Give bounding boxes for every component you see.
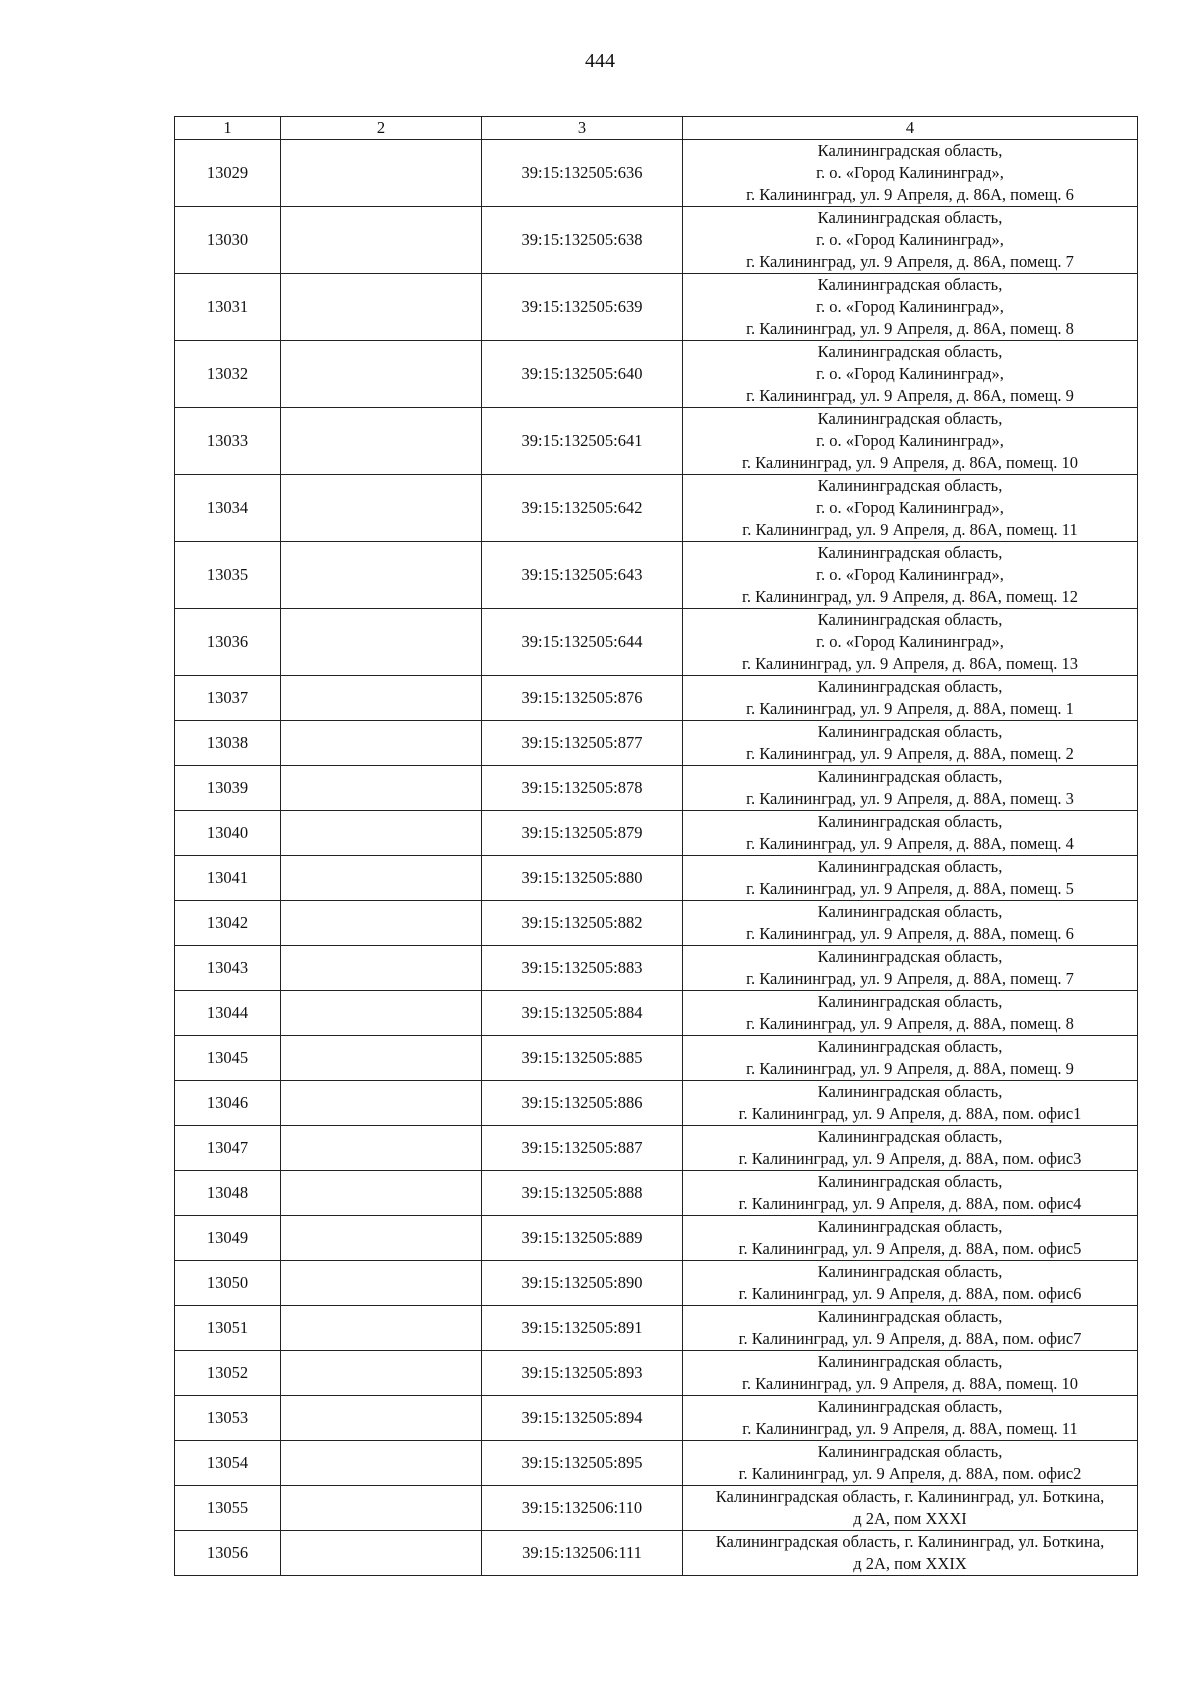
- row-number-cell: 13039: [175, 766, 281, 811]
- empty-cell: [281, 140, 482, 207]
- cadastral-number-cell: 39:15:132505:642: [482, 475, 683, 542]
- cadastral-number-cell: 39:15:132505:636: [482, 140, 683, 207]
- address-line: г. Калининград, ул. 9 Апреля, д. 88А, пом. офис7: [738, 1329, 1082, 1348]
- row-number-cell: 13033: [175, 408, 281, 475]
- table-row: [175, 475, 1138, 542]
- address-line: Калининградская область,: [817, 476, 1003, 495]
- header-row: [175, 117, 1138, 140]
- column-header-3: 3: [482, 117, 683, 140]
- address-cell: [683, 676, 1138, 721]
- table-row: [175, 1081, 1138, 1126]
- address-line: Калининградская область,: [817, 902, 1003, 921]
- address-cell: [683, 1531, 1138, 1576]
- address-line: г. Калининград, ул. 9 Апреля, д. 88А, помещ. 6: [746, 924, 1074, 943]
- empty-cell: [281, 1306, 482, 1351]
- address-line: г. Калининград, ул. 9 Апреля, д. 86А, помещ. 9: [746, 386, 1074, 405]
- address-line: Калининградская область,: [817, 722, 1003, 741]
- address-cell: [683, 1306, 1138, 1351]
- address-line: г. Калининград, ул. 9 Апреля, д. 86А, помещ. 8: [746, 319, 1074, 338]
- table-row: [175, 676, 1138, 721]
- address-line: Калининградская область,: [817, 947, 1003, 966]
- table-row: [175, 1306, 1138, 1351]
- cadastral-number-cell: 39:15:132505:879: [482, 811, 683, 856]
- address-line: г. о. «Город Калининград»,: [816, 431, 1004, 450]
- table-row: [175, 542, 1138, 609]
- row-number-cell: 13037: [175, 676, 281, 721]
- row-number-cell: 13036: [175, 609, 281, 676]
- cadastral-number-cell: 39:15:132506:110: [482, 1486, 683, 1531]
- empty-cell: [281, 676, 482, 721]
- row-number-cell: 13056: [175, 1531, 281, 1576]
- address-line: Калининградская область,: [817, 342, 1003, 361]
- address-line: Калининградская область,: [817, 677, 1003, 696]
- table-header: [175, 117, 1138, 140]
- address-cell: [683, 1486, 1138, 1531]
- table-row: [175, 946, 1138, 991]
- table-row: [175, 991, 1138, 1036]
- address-cell: [683, 140, 1138, 207]
- address-line: г. Калининград, ул. 9 Апреля, д. 88А, пом. офис5: [738, 1239, 1082, 1258]
- empty-cell: [281, 1486, 482, 1531]
- cadastral-number-cell: 39:15:132505:641: [482, 408, 683, 475]
- cadastral-number-cell: 39:15:132505:888: [482, 1171, 683, 1216]
- empty-cell: [281, 766, 482, 811]
- empty-cell: [281, 901, 482, 946]
- registry-table: [174, 116, 1138, 1576]
- address-line: Калининградская область,: [817, 610, 1003, 629]
- address-line: г. Калининград, ул. 9 Апреля, д. 88А, помещ. 7: [746, 969, 1074, 988]
- address-line: г. о. «Город Калининград»,: [816, 632, 1004, 651]
- address-line: г. Калининград, ул. 9 Апреля, д. 88А, пом. офис6: [738, 1284, 1082, 1303]
- address-line: г. Калининград, ул. 9 Апреля, д. 86А, помещ. 6: [746, 185, 1074, 204]
- address-cell: [683, 542, 1138, 609]
- address-cell: [683, 1261, 1138, 1306]
- empty-cell: [281, 1216, 482, 1261]
- column-header-2: 2: [281, 117, 482, 140]
- address-line: г. Калининград, ул. 9 Апреля, д. 88А, помещ. 1: [746, 699, 1074, 718]
- address-line: Калининградская область, г. Калининград, ул. Боткина,: [715, 1532, 1105, 1551]
- cadastral-number-cell: 39:15:132505:877: [482, 721, 683, 766]
- row-number-cell: 13053: [175, 1396, 281, 1441]
- cadastral-number-cell: 39:15:132505:889: [482, 1216, 683, 1261]
- row-number-cell: 13055: [175, 1486, 281, 1531]
- address-cell: [683, 207, 1138, 274]
- cadastral-number-cell: 39:15:132505:880: [482, 856, 683, 901]
- address-cell: [683, 1126, 1138, 1171]
- address-cell: [683, 274, 1138, 341]
- row-number-cell: 13049: [175, 1216, 281, 1261]
- empty-cell: [281, 609, 482, 676]
- address-line: г. о. «Город Калининград»,: [816, 163, 1004, 182]
- cadastral-number-cell: 39:15:132505:895: [482, 1441, 683, 1486]
- row-number-cell: 13043: [175, 946, 281, 991]
- address-line: г. Калининград, ул. 9 Апреля, д. 88А, помещ. 9: [746, 1059, 1074, 1078]
- address-line: Калининградская область,: [817, 1172, 1003, 1191]
- row-number-cell: 13045: [175, 1036, 281, 1081]
- empty-cell: [281, 1036, 482, 1081]
- table-row: [175, 341, 1138, 408]
- row-number-cell: 13047: [175, 1126, 281, 1171]
- address-line: Калининградская область,: [817, 1307, 1003, 1326]
- cadastral-number-cell: 39:15:132505:638: [482, 207, 683, 274]
- address-cell: [683, 811, 1138, 856]
- address-line: г. Калининград, ул. 9 Апреля, д. 88А, пом. офис3: [738, 1149, 1082, 1168]
- empty-cell: [281, 1261, 482, 1306]
- table-row: [175, 609, 1138, 676]
- row-number-cell: 13029: [175, 140, 281, 207]
- page-number: 444: [585, 50, 615, 72]
- address-line: г. о. «Город Калининград»,: [816, 498, 1004, 517]
- address-line: г. Калининград, ул. 9 Апреля, д. 88А, помещ. 10: [741, 1374, 1079, 1393]
- address-line: г. Калининград, ул. 9 Апреля, д. 88А, помещ. 5: [746, 879, 1074, 898]
- address-cell: [683, 721, 1138, 766]
- address-line: Калининградская область,: [817, 992, 1003, 1011]
- empty-cell: [281, 991, 482, 1036]
- address-line: г. о. «Город Калининград»,: [816, 230, 1004, 249]
- cadastral-number-cell: 39:15:132505:884: [482, 991, 683, 1036]
- address-line: Калининградская область,: [817, 812, 1003, 831]
- empty-cell: [281, 811, 482, 856]
- address-cell: [683, 475, 1138, 542]
- address-line: Калининградская область,: [817, 1037, 1003, 1056]
- row-number-cell: 13051: [175, 1306, 281, 1351]
- address-line: г. Калининград, ул. 9 Апреля, д. 88А, пом. офис4: [738, 1194, 1082, 1213]
- row-number-cell: 13050: [175, 1261, 281, 1306]
- address-line: г. Калининград, ул. 9 Апреля, д. 88А, пом. офис2: [738, 1464, 1082, 1483]
- cadastral-number-cell: 39:15:132505:643: [482, 542, 683, 609]
- cadastral-number-cell: 39:15:132505:885: [482, 1036, 683, 1081]
- address-line: Калининградская область,: [817, 275, 1003, 294]
- table-row: [175, 1171, 1138, 1216]
- table-row: [175, 766, 1138, 811]
- address-cell: [683, 609, 1138, 676]
- row-number-cell: 13040: [175, 811, 281, 856]
- column-header-4: 4: [683, 117, 1138, 140]
- table-row: [175, 1261, 1138, 1306]
- table-row: [175, 721, 1138, 766]
- empty-cell: [281, 1441, 482, 1486]
- empty-cell: [281, 1126, 482, 1171]
- empty-cell: [281, 946, 482, 991]
- cadastral-number-cell: 39:15:132505:640: [482, 341, 683, 408]
- table-body: [175, 140, 1138, 1576]
- table-row: [175, 1486, 1138, 1531]
- row-number-cell: 13048: [175, 1171, 281, 1216]
- address-line: Калининградская область,: [817, 1352, 1003, 1371]
- row-number-cell: 13052: [175, 1351, 281, 1396]
- address-cell: [683, 1081, 1138, 1126]
- empty-cell: [281, 207, 482, 274]
- row-number-cell: 13042: [175, 901, 281, 946]
- address-cell: [683, 991, 1138, 1036]
- address-cell: [683, 341, 1138, 408]
- table-row: [175, 1126, 1138, 1171]
- empty-cell: [281, 1081, 482, 1126]
- address-line: Калининградская область,: [817, 409, 1003, 428]
- cadastral-number-cell: 39:15:132505:882: [482, 901, 683, 946]
- empty-cell: [281, 1171, 482, 1216]
- address-line: г. Калининград, ул. 9 Апреля, д. 86А, помещ. 13: [741, 654, 1079, 673]
- cadastral-number-cell: 39:15:132505:886: [482, 1081, 683, 1126]
- address-line: г. Калининград, ул. 9 Апреля, д. 88А, помещ. 2: [746, 744, 1074, 763]
- address-line: Калининградская область,: [817, 1262, 1003, 1281]
- address-line: Калининградская область,: [817, 543, 1003, 562]
- address-line: Калининградская область,: [817, 1082, 1003, 1101]
- cadastral-number-cell: 39:15:132505:890: [482, 1261, 683, 1306]
- column-header-1: 1: [175, 117, 281, 140]
- address-line: г. Калининград, ул. 9 Апреля, д. 88А, помещ. 11: [742, 1419, 1078, 1438]
- address-line: г. Калининград, ул. 9 Апреля, д. 88А, помещ. 3: [746, 789, 1074, 808]
- empty-cell: [281, 274, 482, 341]
- address-line: г. о. «Город Калининград»,: [816, 297, 1004, 316]
- row-number-cell: 13046: [175, 1081, 281, 1126]
- row-number-cell: 13035: [175, 542, 281, 609]
- cadastral-number-cell: 39:15:132506:111: [482, 1531, 683, 1576]
- address-line: г. Калининград, ул. 9 Апреля, д. 86А, помещ. 12: [741, 587, 1079, 606]
- address-line: Калининградская область,: [817, 1397, 1003, 1416]
- row-number-cell: 13032: [175, 341, 281, 408]
- address-line: Калининградская область,: [817, 208, 1003, 227]
- table-row: [175, 856, 1138, 901]
- address-line: д 2А, пом XXIX: [853, 1554, 967, 1573]
- address-line: г. Калининград, ул. 9 Апреля, д. 86А, помещ. 10: [741, 453, 1079, 472]
- cadastral-number-cell: 39:15:132505:644: [482, 609, 683, 676]
- table-row: [175, 1396, 1138, 1441]
- address-line: Калининградская область,: [817, 141, 1003, 160]
- address-cell: [683, 1171, 1138, 1216]
- empty-cell: [281, 1351, 482, 1396]
- address-line: Калининградская область,: [817, 767, 1003, 786]
- address-cell: [683, 1441, 1138, 1486]
- table-row: [175, 274, 1138, 341]
- empty-cell: [281, 408, 482, 475]
- cadastral-number-cell: 39:15:132505:639: [482, 274, 683, 341]
- table-row: [175, 1531, 1138, 1576]
- cadastral-number-cell: 39:15:132505:894: [482, 1396, 683, 1441]
- cadastral-number-cell: 39:15:132505:878: [482, 766, 683, 811]
- row-number-cell: 13034: [175, 475, 281, 542]
- empty-cell: [281, 542, 482, 609]
- address-line: г. Калининград, ул. 9 Апреля, д. 88А, пом. офис1: [738, 1104, 1082, 1123]
- address-line: г. о. «Город Калининград»,: [816, 364, 1004, 383]
- address-cell: [683, 901, 1138, 946]
- table-row: [175, 207, 1138, 274]
- row-number-cell: 13044: [175, 991, 281, 1036]
- row-number-cell: 13054: [175, 1441, 281, 1486]
- cadastral-number-cell: 39:15:132505:887: [482, 1126, 683, 1171]
- table-row: [175, 1216, 1138, 1261]
- address-line: Калининградская область,: [817, 1127, 1003, 1146]
- address-cell: [683, 408, 1138, 475]
- table-row: [175, 901, 1138, 946]
- empty-cell: [281, 1531, 482, 1576]
- empty-cell: [281, 475, 482, 542]
- address-cell: [683, 946, 1138, 991]
- table-row: [175, 140, 1138, 207]
- cadastral-number-cell: 39:15:132505:893: [482, 1351, 683, 1396]
- address-line: д 2А, пом XXXI: [853, 1509, 967, 1528]
- address-line: г. Калининград, ул. 9 Апреля, д. 86А, помещ. 11: [742, 520, 1078, 539]
- cadastral-number-cell: 39:15:132505:883: [482, 946, 683, 991]
- row-number-cell: 13041: [175, 856, 281, 901]
- table-row: [175, 1441, 1138, 1486]
- address-line: Калининградская область,: [817, 1442, 1003, 1461]
- address-cell: [683, 856, 1138, 901]
- empty-cell: [281, 721, 482, 766]
- empty-cell: [281, 856, 482, 901]
- cadastral-number-cell: 39:15:132505:876: [482, 676, 683, 721]
- row-number-cell: 13038: [175, 721, 281, 766]
- table-row: [175, 811, 1138, 856]
- address-line: г. Калининград, ул. 9 Апреля, д. 88А, помещ. 8: [746, 1014, 1074, 1033]
- address-cell: [683, 766, 1138, 811]
- address-cell: [683, 1216, 1138, 1261]
- empty-cell: [281, 1396, 482, 1441]
- table-row: [175, 1036, 1138, 1081]
- table-row: [175, 408, 1138, 475]
- empty-cell: [281, 341, 482, 408]
- address-cell: [683, 1036, 1138, 1081]
- row-number-cell: 13030: [175, 207, 281, 274]
- address-cell: [683, 1396, 1138, 1441]
- address-cell: [683, 1351, 1138, 1396]
- address-line: Калининградская область,: [817, 1217, 1003, 1236]
- address-line: г. Калининград, ул. 9 Апреля, д. 88А, помещ. 4: [746, 834, 1074, 853]
- row-number-cell: 13031: [175, 274, 281, 341]
- table-row: [175, 1351, 1138, 1396]
- address-line: Калининградская область,: [817, 857, 1003, 876]
- address-line: г. Калининград, ул. 9 Апреля, д. 86А, помещ. 7: [746, 252, 1074, 271]
- address-line: Калининградская область, г. Калининград, ул. Боткина,: [715, 1487, 1105, 1506]
- cadastral-number-cell: 39:15:132505:891: [482, 1306, 683, 1351]
- address-line: г. о. «Город Калининград»,: [816, 565, 1004, 584]
